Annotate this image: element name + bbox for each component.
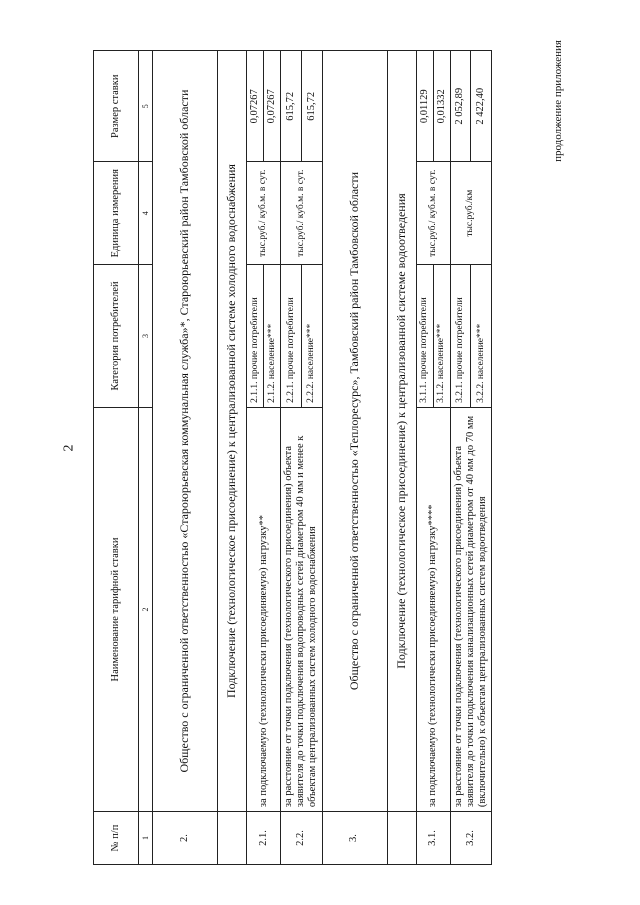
table-row — [450, 51, 471, 865]
col-header-category: Категория потребителей — [94, 264, 139, 407]
org-row — [322, 51, 387, 865]
row-name: за подключаемую (технологически присоединяемую) нагрузку** — [247, 407, 281, 811]
org-row — [153, 51, 218, 865]
col-header-unit: Единица измерения — [94, 162, 139, 264]
column-numbers-row — [139, 51, 153, 865]
category-cell: 3.1.2. население*** — [433, 264, 450, 407]
row-number: 2.2. — [281, 812, 322, 865]
row-name: за подключаемую (технологически присоединяемую) нагрузку**** — [416, 407, 450, 811]
unit-cell: тыс.руб./км — [450, 162, 491, 264]
category-cell: 2.1.1. прочие потребители — [247, 264, 264, 407]
section-row — [218, 51, 247, 865]
row-name: за расстояние от точки подключения (технологического присоединения) объекта заявителя до точки подключения канализационных сетей диаметром от 40 мм до 70 мм (включительно) к объектам централизованных систем водоотведения — [450, 407, 491, 811]
tariff-table — [93, 50, 492, 865]
category-cell: 2.2.1. прочие потребители — [281, 264, 302, 407]
rate-cell: 615,72 — [301, 51, 322, 162]
rate-cell: 0,07267 — [264, 51, 281, 162]
unit-cell: тыс.руб./ куб.м. в сут. — [247, 162, 281, 264]
category-cell: 3.1.1. прочие потребители — [416, 264, 433, 407]
col-number: 4 — [139, 162, 153, 264]
section-title: Подключение (технологическое присоединение) к централизованной системе холодного водоснабжения — [218, 51, 247, 812]
rate-cell: 2 052,89 — [450, 51, 471, 162]
col-header-rate: Размер ставки — [94, 51, 139, 162]
row-number: 3.1. — [416, 812, 450, 865]
section-title: Подключение (технологическое присоединение) к централизованной системе водоотведения — [387, 51, 416, 812]
rate-cell: 615,72 — [281, 51, 302, 162]
rate-cell: 0,01332 — [433, 51, 450, 162]
col-header-num: № п/п — [94, 812, 139, 865]
table-row — [281, 51, 302, 865]
table-row — [247, 51, 264, 865]
table-row — [416, 51, 433, 865]
col-number: 1 — [139, 812, 153, 865]
col-header-name: Наименование тарифной ставки — [94, 407, 139, 811]
org-number: 3. — [322, 812, 387, 865]
col-number: 5 — [139, 51, 153, 162]
col-number: 3 — [139, 264, 153, 407]
col-number: 2 — [139, 407, 153, 811]
category-cell: 3.2.2. население*** — [471, 264, 492, 407]
page-number: 2 — [61, 444, 77, 452]
category-cell: 3.2.1. прочие потребители — [450, 264, 471, 407]
unit-cell: тыс.руб./ куб.м. в сут. — [281, 162, 322, 264]
table-header — [94, 51, 139, 865]
row-name: за расстояние от точки подключения (технологического присоединения) объекта заявителя до точки подключения водопроводных сетей диаметром 40 мм и менее к объектам централизованных систем холодного водоснабжения — [281, 407, 322, 811]
rate-cell: 2 422,40 — [471, 51, 492, 162]
org-name: Общество с ограниченной ответственностью «Теплоресурс», Тамбовский район Тамбовской области — [322, 51, 387, 812]
continuation-label: продолжение приложения — [552, 40, 564, 162]
rate-cell: 0,01129 — [416, 51, 433, 162]
org-name: Общество с ограниченной ответственностью «Староюрьевская коммунальная служба»*, Староюрьевский район Тамбовской области — [153, 51, 218, 812]
section-row — [387, 51, 416, 865]
rate-cell: 0,07267 — [247, 51, 264, 162]
unit-cell: тыс.руб./ куб.м. в сут. — [416, 162, 450, 264]
org-number: 2. — [153, 812, 218, 865]
row-number: 2.1. — [247, 812, 281, 865]
row-number: 3.2. — [450, 812, 491, 865]
category-cell: 2.2.2. население*** — [301, 264, 322, 407]
category-cell: 2.1.2. население*** — [264, 264, 281, 407]
